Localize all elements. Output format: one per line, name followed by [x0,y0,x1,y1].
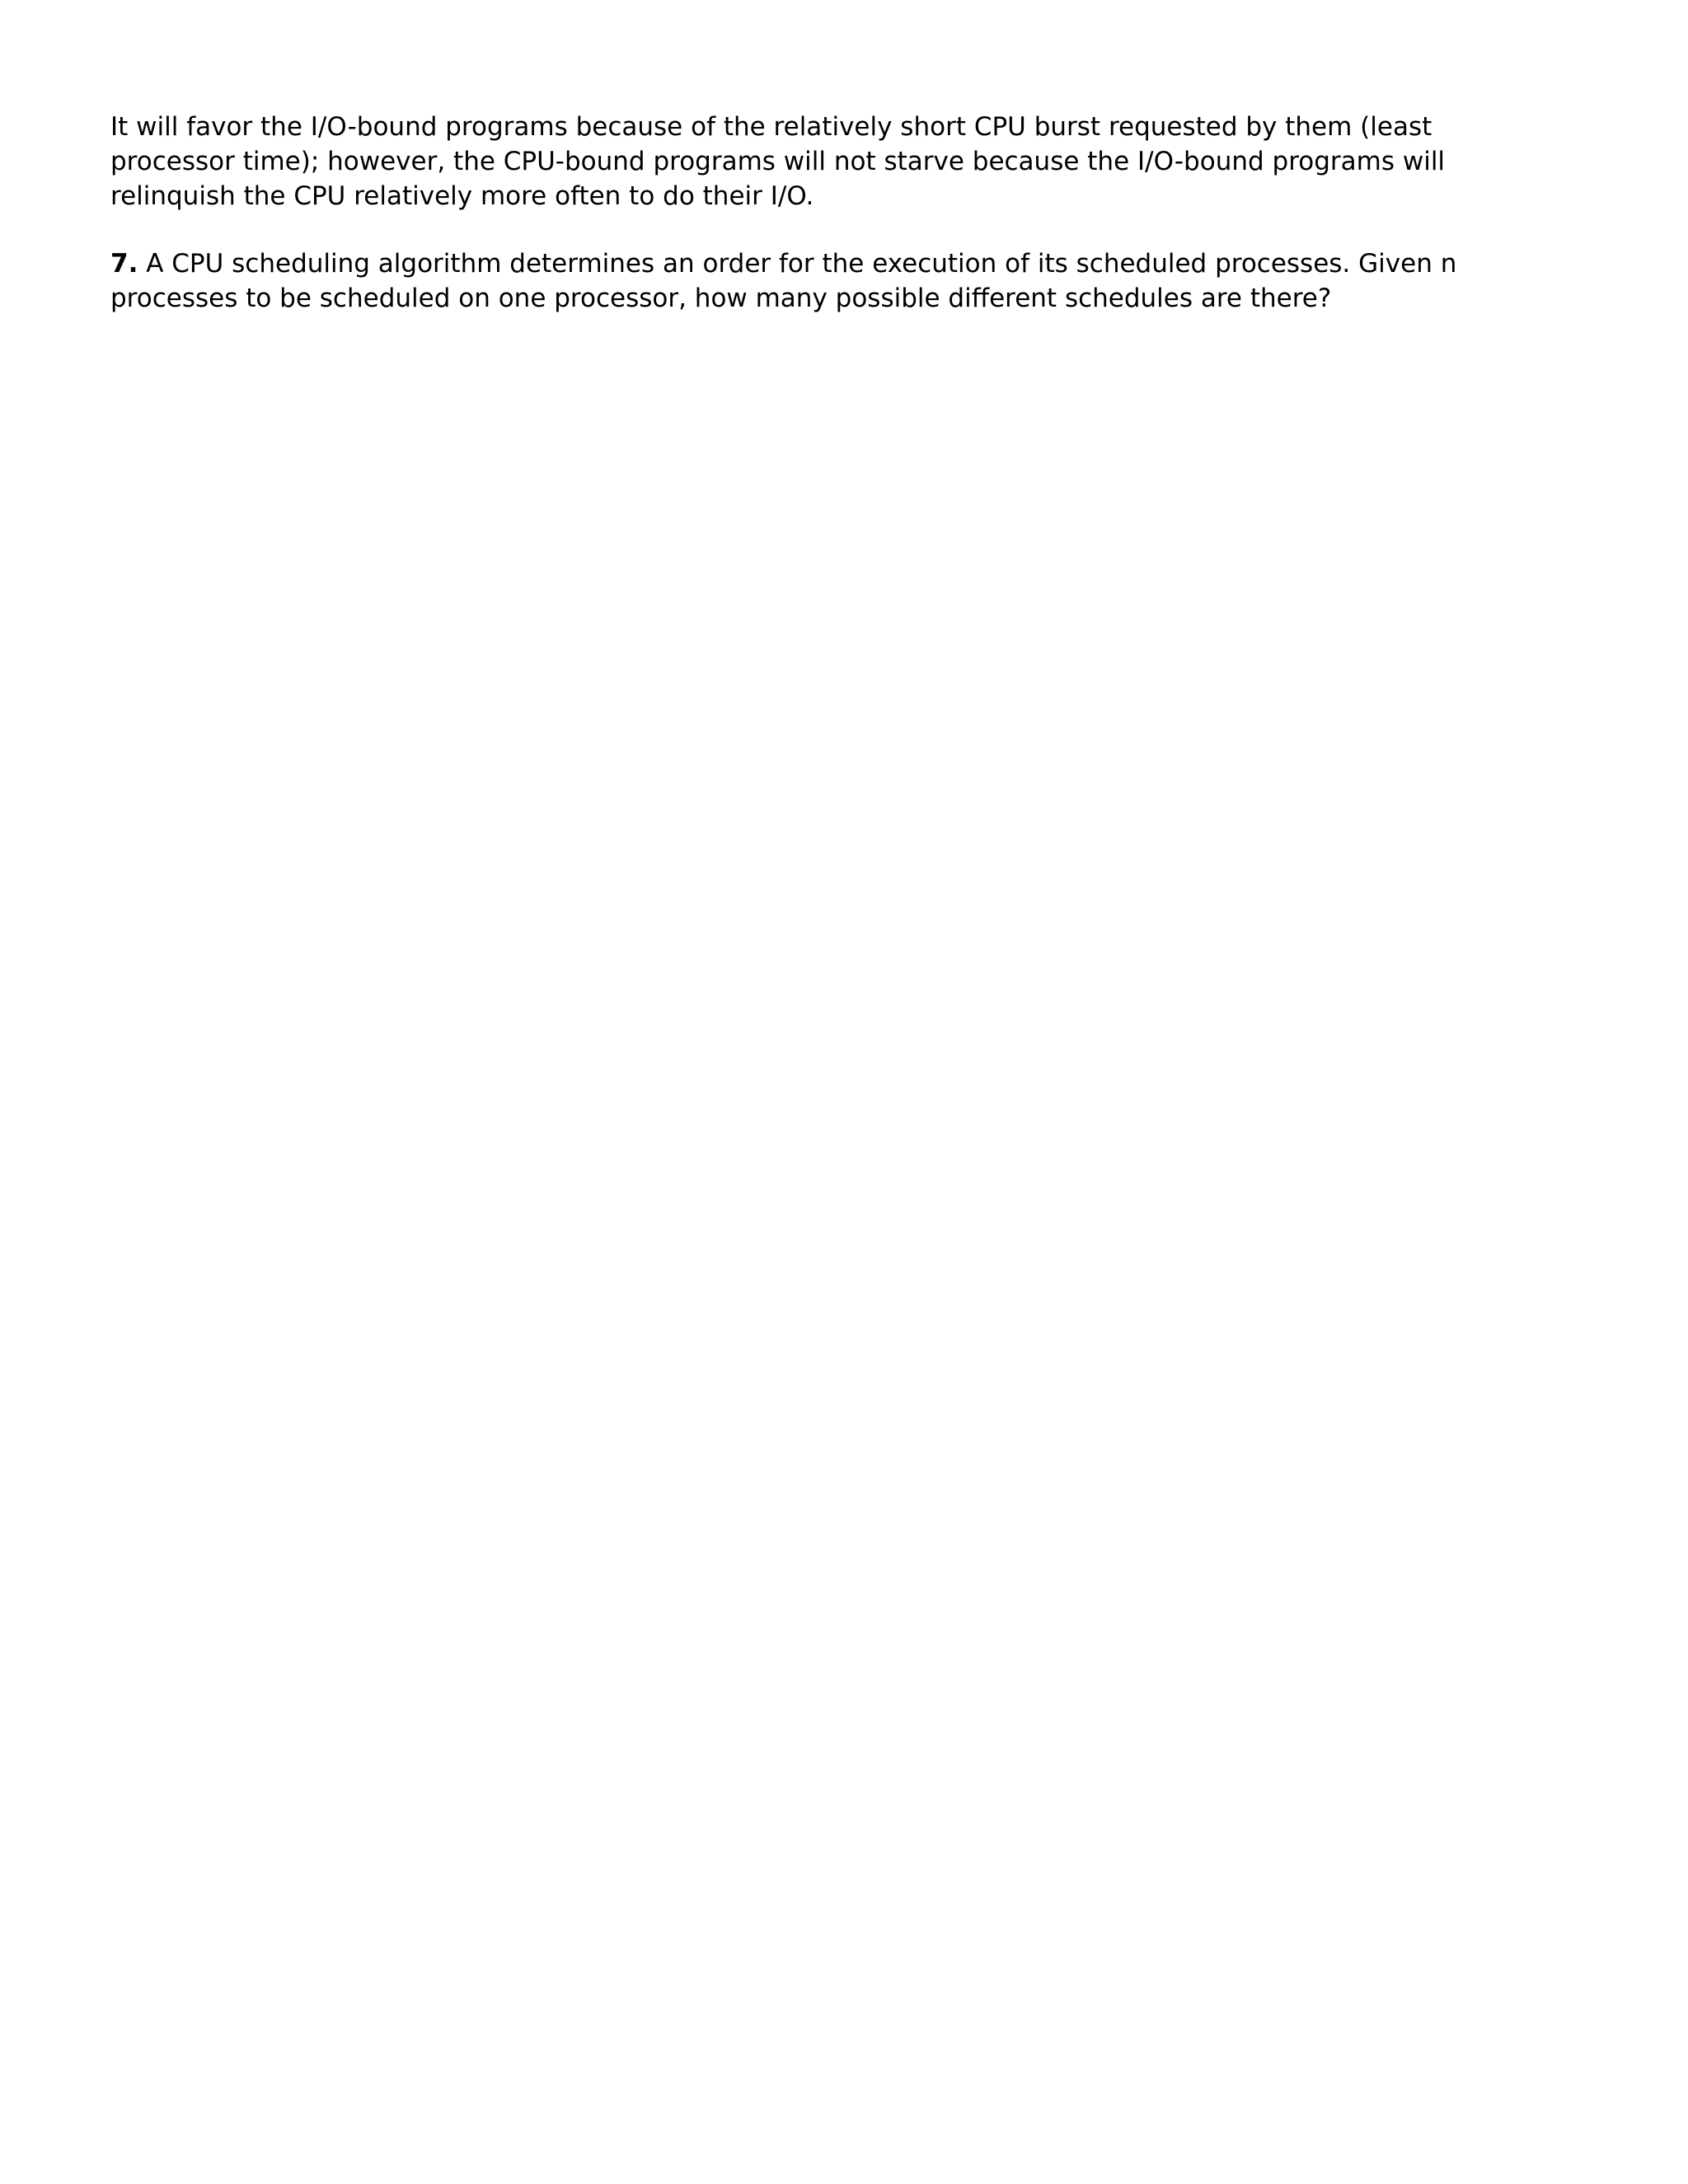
question-7-paragraph [110,246,1457,316]
question-text-line: A CPU scheduling algorithm determines an order for the execution of its scheduled processes. Given n [138,249,1457,279]
paragraph-line: It will favor the I/O-bound programs because of the relatively short CPU burst requested by them (least [110,112,1432,142]
answer-paragraph [110,110,1446,213]
paragraph-line: processor time); however, the CPU-bound programs will not starve because the I/O-bound programs will [110,147,1446,176]
paragraph-line: relinquish the CPU relatively more often to do their I/O. [110,181,814,211]
question-number: 7. [110,249,138,279]
question-first-line [110,246,1457,281]
question-text-line: processes to be scheduled on one processor, how many possible different schedules are there? [110,284,1332,313]
